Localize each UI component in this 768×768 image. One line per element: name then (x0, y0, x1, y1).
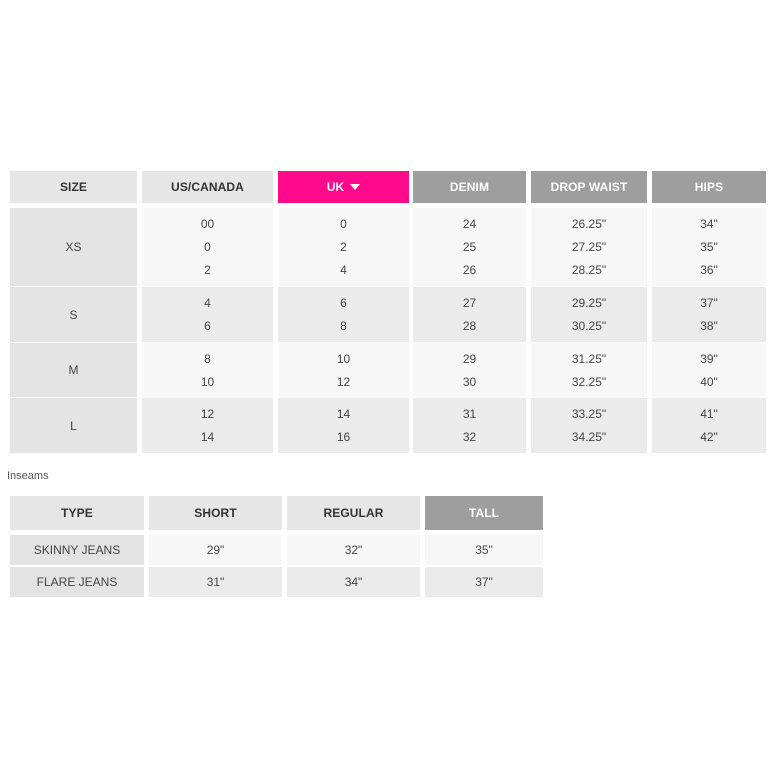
inseam-value-cell: 37" (425, 567, 543, 597)
value-cell-group (142, 398, 273, 453)
value-cell-group (278, 343, 409, 397)
size-label: S (10, 287, 137, 342)
table-cell-value: 26.25" (571, 217, 607, 231)
table-cell-value: 28.25" (571, 263, 607, 277)
value-cell-group (531, 398, 647, 453)
table-cell-value: 8 (204, 352, 211, 366)
table-cell-value: 6 (340, 296, 347, 310)
table-cell-value: 29.25" (571, 296, 607, 310)
value-cell-group (531, 208, 647, 286)
table-cell-value: 27 (462, 296, 477, 310)
table-cell-value: 29 (462, 352, 477, 366)
inseam-header-short: SHORT (149, 496, 282, 530)
table-cell-value: 34" (700, 217, 718, 231)
value-cell-group (278, 398, 409, 453)
table-cell-value: 30 (462, 375, 477, 389)
inseam-type-label: FLARE JEANS (10, 567, 144, 597)
table-cell-value: 16 (336, 430, 351, 444)
table-cell-value: 0 (204, 240, 211, 254)
table-cell-value: 30.25" (571, 319, 607, 333)
table-cell-value: 32 (462, 430, 477, 444)
value-cell-group (531, 343, 647, 397)
table-cell-value: 32.25" (571, 375, 607, 389)
inseam-type-label: SKINNY JEANS (10, 535, 144, 565)
header-denim: DENIM (413, 171, 526, 203)
value-cell-group (413, 343, 526, 397)
header-uk-dropdown[interactable] (278, 171, 409, 203)
table-cell-value: 37" (700, 296, 718, 310)
table-cell-value: 4 (204, 296, 211, 310)
inseam-value-cell: 32" (287, 535, 420, 565)
header-hips: HIPS (652, 171, 766, 203)
table-cell-value: 42" (700, 430, 718, 444)
caret-down-icon (350, 184, 360, 190)
table-cell-value: 10 (336, 352, 351, 366)
inseam-value-cell: 34" (287, 567, 420, 597)
value-cell-group (142, 208, 273, 286)
inseam-header-regular: REGULAR (287, 496, 420, 530)
table-cell-value: 28 (462, 319, 477, 333)
table-cell-value: 33.25" (571, 407, 607, 421)
inseam-header-tall: TALL (425, 496, 543, 530)
table-cell-value: 14 (200, 430, 215, 444)
table-cell-value: 39" (700, 352, 718, 366)
table-cell-value: 4 (340, 263, 347, 277)
value-cell-group (413, 398, 526, 453)
table-cell-value: 35" (700, 240, 718, 254)
table-cell-value: 40" (700, 375, 718, 389)
value-cell-group (142, 287, 273, 342)
value-cell-group (652, 343, 766, 397)
table-cell-value: 34.25" (571, 430, 607, 444)
value-cell-group (142, 343, 273, 397)
table-cell-value: 41" (700, 407, 718, 421)
table-cell-value: 00 (200, 217, 215, 231)
table-cell-value: 2 (340, 240, 347, 254)
table-cell-value: 25 (462, 240, 477, 254)
table-cell-value: 31.25" (571, 352, 607, 366)
table-cell-value: 36" (700, 263, 718, 277)
inseam-value-cell: 35" (425, 535, 543, 565)
table-cell-value: 6 (204, 319, 211, 333)
value-cell-group (413, 208, 526, 286)
inseam-header-type: TYPE (10, 496, 144, 530)
value-cell-group (413, 287, 526, 342)
value-cell-group (652, 208, 766, 286)
table-cell-value: 26 (462, 263, 477, 277)
table-cell-value: 12 (200, 407, 215, 421)
value-cell-group (278, 287, 409, 342)
value-cell-group (652, 398, 766, 453)
value-cell-group (531, 287, 647, 342)
size-label: M (10, 343, 137, 397)
table-cell-value: 38" (700, 319, 718, 333)
table-cell-value: 0 (340, 217, 347, 231)
inseam-value-cell: 31" (149, 567, 282, 597)
value-cell-group (652, 287, 766, 342)
header-us-canada: US/CANADA (142, 171, 273, 203)
inseam-value-cell: 29" (149, 535, 282, 565)
inseams-label: Inseams (7, 470, 49, 482)
size-label: L (10, 398, 137, 453)
table-cell-value: 2 (204, 263, 211, 277)
table-cell-value: 31 (462, 407, 477, 421)
table-cell-value: 12 (336, 375, 351, 389)
header-drop-waist: DROP WAIST (531, 171, 647, 203)
value-cell-group (278, 208, 409, 286)
table-cell-value: 27.25" (571, 240, 607, 254)
header-uk-label: UK (326, 180, 345, 194)
table-cell-value: 8 (340, 319, 347, 333)
table-cell-value: 10 (200, 375, 215, 389)
header-size: SIZE (10, 171, 137, 203)
size-label: XS (10, 208, 137, 286)
table-cell-value: 14 (336, 407, 351, 421)
table-cell-value: 24 (462, 217, 477, 231)
